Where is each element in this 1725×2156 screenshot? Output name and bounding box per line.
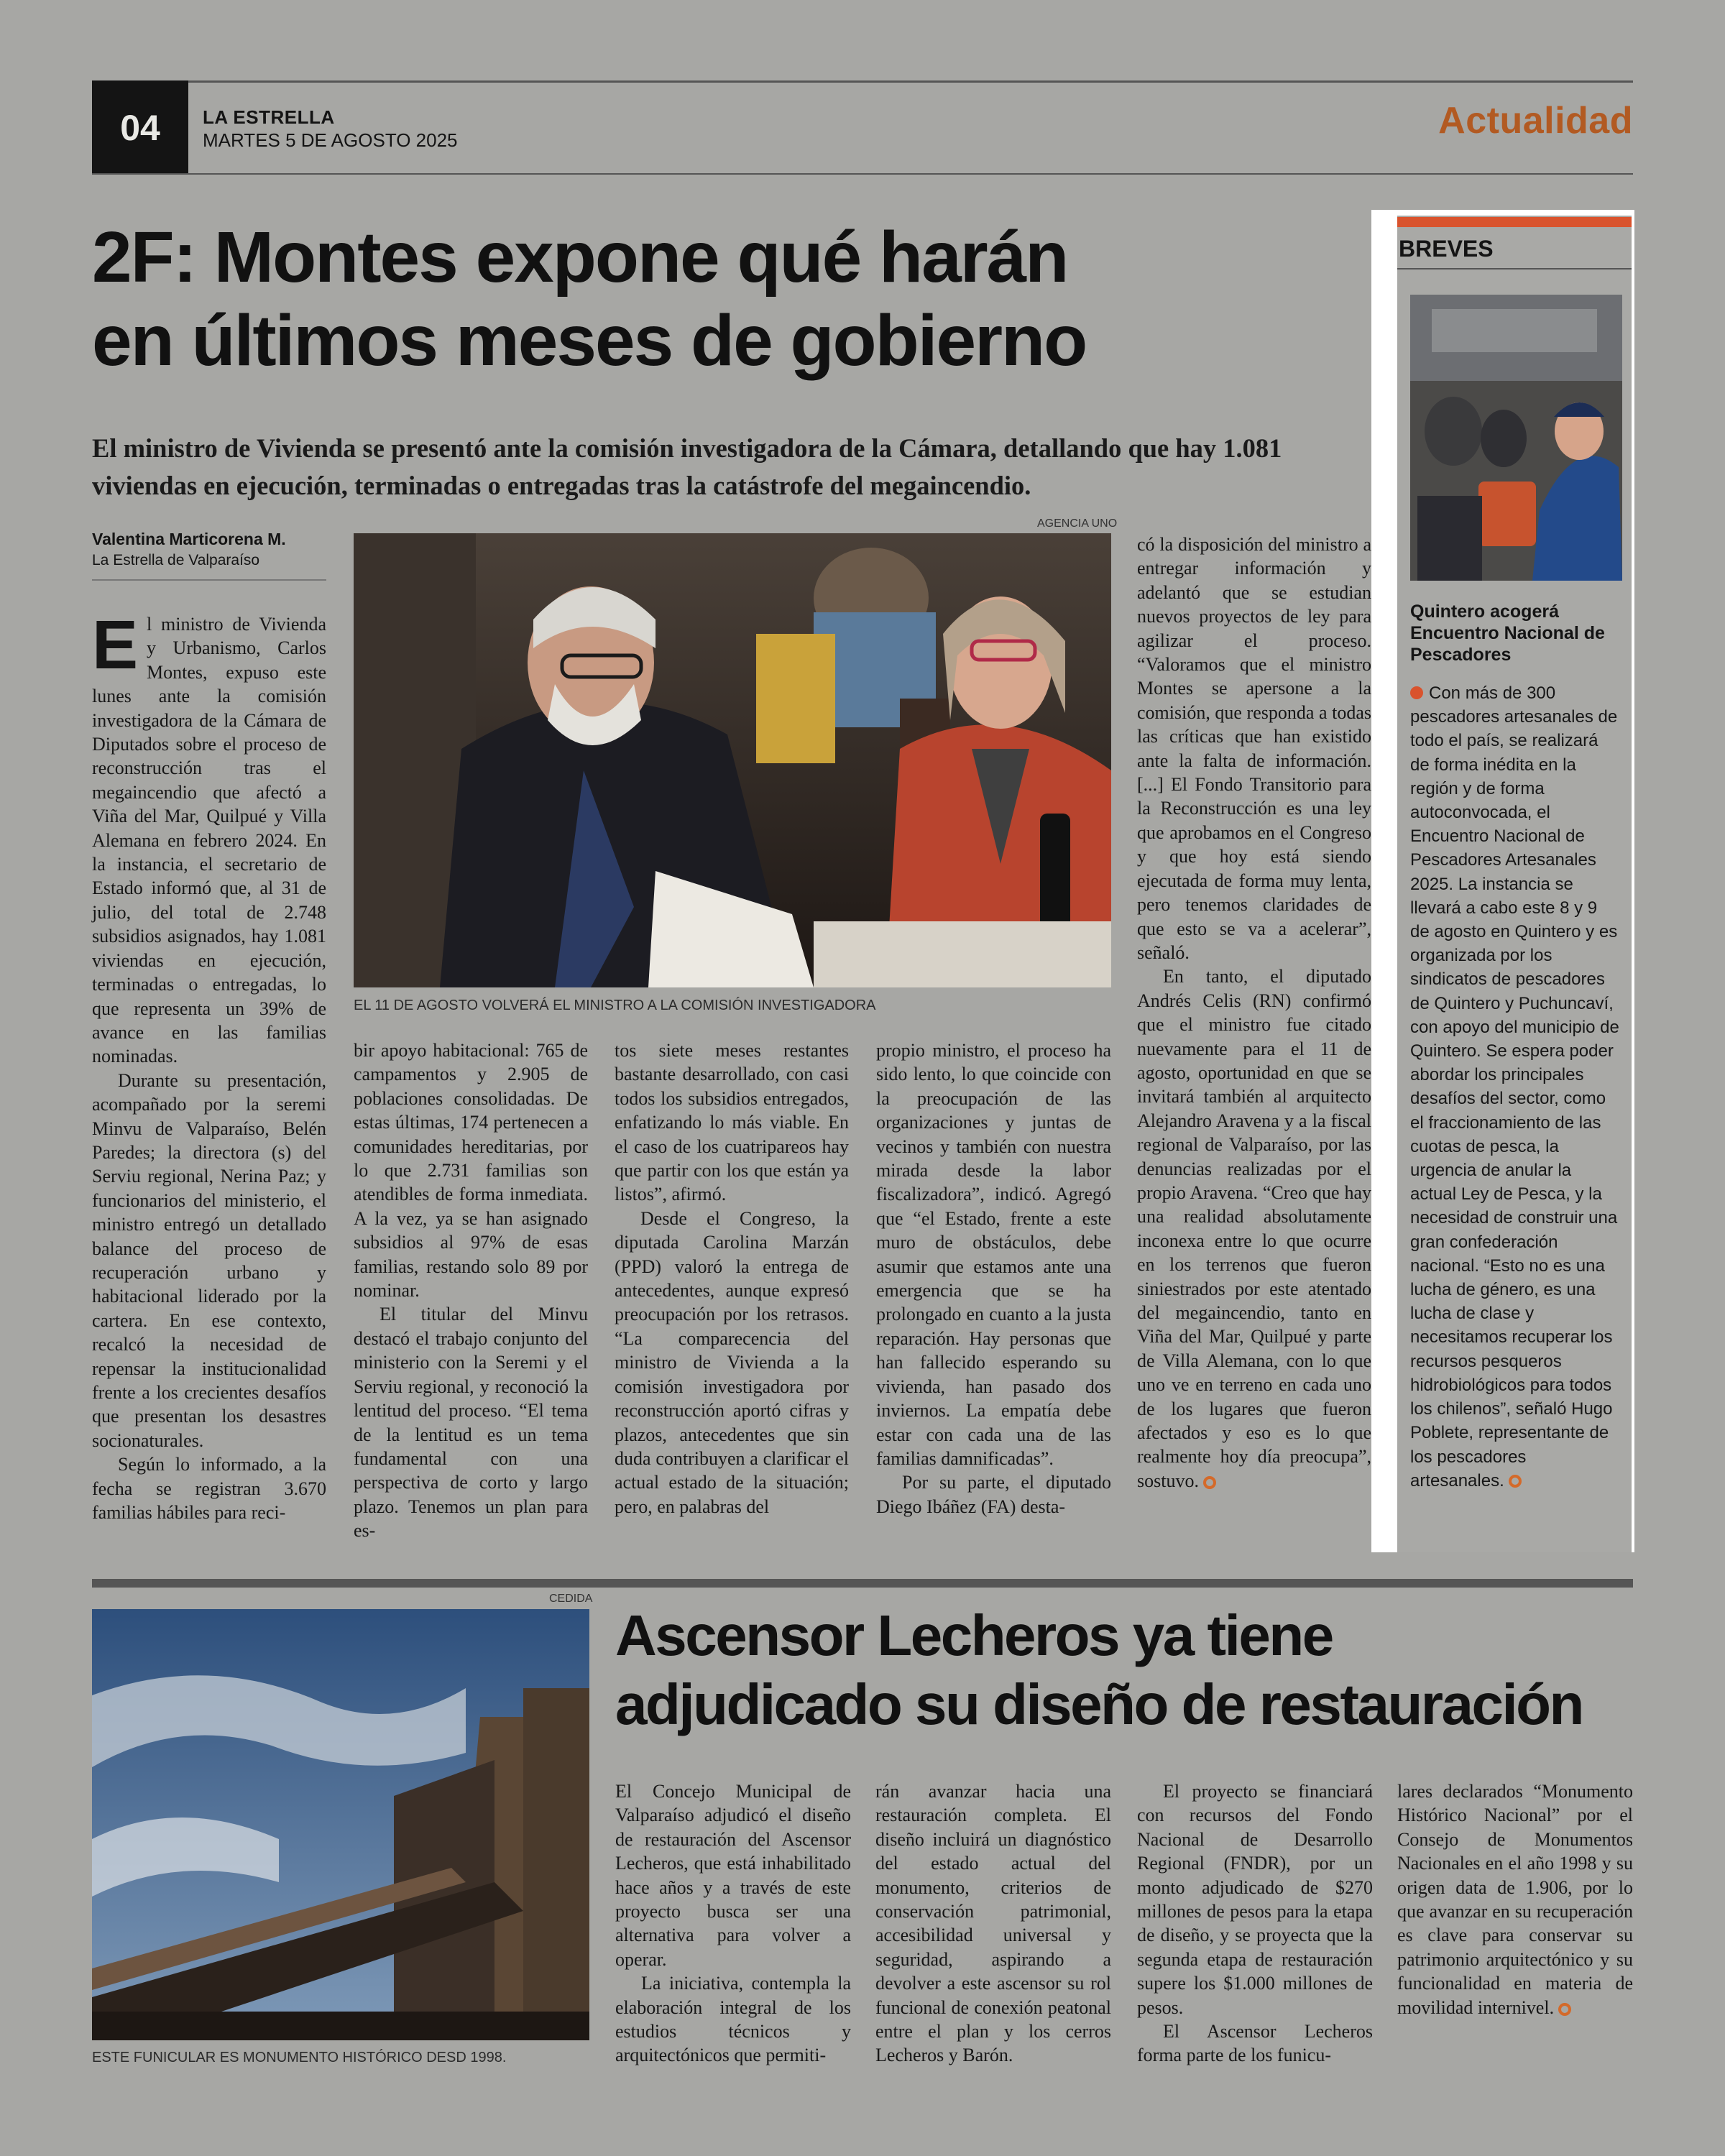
main-col1-para-1 [92,607,326,1069]
second-col4-para-1-text: lares declarados “Monumento Histórico Nacional” por el Consejo de Monumentos Nacionales en el año 1998 y su origen data de 1.906, por lo que avanzar en su recuperación es clave para conservar su patrimonio arquitectónico y su funcionalidad en materia de movilidad internivel. [1397,1781,1633,2018]
main-photo-credit: AGENCIA UNO [1037,517,1118,530]
second-headline-line-1: Ascensor Lecheros ya tiene [615,1603,1333,1667]
second-column-4 [1397,1779,1633,2019]
main-column-3 [615,1038,849,1519]
main-col3-para-2: Desde el Congreso, la diputada Carolina Marzán (PPD) valoró la entrega de antecedentes, aunque expresó preocupación por los retrasos. “La comparecencia del ministro de Vivienda a la comisión investigadora por reconstrucción aportó cifras y plazos, antecedentes que sin duda contribuyen a clarificar el actual estado de la situación; pero, en palabras del [615,1207,849,1517]
article-divider [92,1579,1633,1588]
page-number-box [92,80,188,175]
second-photo [92,1609,589,2040]
end-mark-icon [1509,1475,1522,1488]
newspaper-name: LA ESTRELLA [203,106,335,128]
second-headline-line-2: adjudicado su diseño de restauración [615,1672,1583,1736]
main-col4-para-1: propio ministro, el proceso ha sido lento, lo que coincide con la preocupación de las organizaciones y juntas de vecinos y también con nuestra mirada desde la labor fiscalizadora”, indicó. Agregó que “el Estado, frente a este muro de obstáculos, debe asumir que estamos ante una emergencia que se ha prolongado en cuanto a la justa reparación. Hay personas que han fallecido esperando su vivienda, han pasado dos inviernos. La empatía debe estar con cada una de las familias damnificadas”. [876,1040,1111,1469]
main-column-5 [1137,533,1371,1493]
second-col1-para-2: La iniciativa, contempla la elaboración integral de los estudios técnicos y arquitectónicos que permiti- [615,1973,851,2066]
second-col2-para-1: rán avanzar hacia una restauración completa. El diseño incluirá un diagnóstico del estado actual del monumento, criterios de conservación patrimonial, accesibilidad universal y seguridad, aspirando a devolver a este ascensor su rol funcional de conexión peatonal entre el plan y los cerros Lecheros y Barón. [875,1781,1111,2066]
end-mark-icon [1558,2003,1571,2016]
breves-body [1410,681,1620,1493]
second-col4-para-1 [1397,1779,1633,2019]
main-col1-para-1-text: l ministro de Vivienda y Urbanismo, Carlos Montes, expuso este lunes ante la comisión investigadora de la Cámara de Diputados sobre el proceso de reconstrucción tras el megaincendio que afectó a Viña del Mar, Quilpué y Villa Alemana en febrero 2024. En la instancia, el secretario de Estado informó que, al 31 de julio, del total de 2.748 subsidios asignados, hay 1.081 viviendas en ejecución, terminadas o entregadas, lo que representa un 39% de avance en las familias nominadas. [92,614,326,1067]
breves-body-text: Con más de 300 pescadores artesanales de todo el país, se realizará de forma inédita en la región y de forma autoconvocada, el Encuentro Nacional de Pescadores Artesanales 2025. La instancia se llevará a cabo este 8 y 9 de agosto en Quintero y es organizada por los sindicatos de pescadores de Quintero y Puchuncaví, con apoyo del municipio de Quintero. Se espera poder abordar los principales desafíos del sector, como el fraccionamiento de las cuotas de pesca, la urgencia de anular la actual Ley de Pesca, y la necesidad de construir una gran confederación nacional. “Esto no es una lucha de género, es una lucha de clase y necesitamos recuperar los recursos pesqueros hidrobiológicos para todos los chilenos”, señaló Hugo Poblete, representante de los pescadores artesanales. [1410,683,1619,1491]
second-col3-para-1: El proyecto se financiará con recursos del Fondo Nacional de Desarrollo Regional (FNDR), por un monto adjudicado de $270 millones de pesos para la etapa de diseño, y se proyecta que la segunda etapa de restauración supere los $1.000 millones de pesos. [1137,1781,1373,2018]
main-col2-para-2: El titular del Minvu destacó el trabajo conjunto del ministerio con la Seremi y el Serviu regional, y reconoció la lentitud del proceso. “El tema de la lentitud es un tema fundamental con una perspectiva de corto y largo plazo. Tenemos un plan para es- [354,1304,588,1542]
second-col3-para-2: El Ascensor Lecheros forma parte de los funicu- [1137,2021,1373,2066]
main-col3-para-1: tos siete meses restantes bastante desarrollado, con casi todos los subsidios entregados, enfatizando lo más viable. En el caso de los cuatripareos hay que partir con los que están ya listos”, afirmó. [615,1040,849,1205]
byline-rule [92,579,326,581]
breves-rule [1397,268,1632,270]
second-photo-image [92,1609,589,2040]
breves-accent-bar [1397,217,1632,227]
main-headline-line-2: en últimos meses de gobierno [92,300,1087,381]
main-col5-para-1: có la disposición del ministro a entregar información y adelantó que se estudian nuevos proyectos de ley para agilizar el proceso. “Valoramos que el ministro Montes se apersone a la comisión, que responda a todas las críticas que han existido ante la falta de información. [...] El Fondo Transitorio para la Reconstrucción es una ley que aprobamos en el Congreso y que hoy está siendo ejecutada de forma muy lenta, pero tenemos claridades de que esto se va a acelerar”, señaló. [1137,534,1371,963]
main-deck: El ministro de Vivienda se presentó ante la comisión investigadora de la Cámara, detallando que hay 1.081 viviendas en ejecución, terminadas o entregadas tras la catástrofe del megaincendio. [92,433,1282,500]
issue-date: MARTES 5 DE AGOSTO 2025 [203,129,458,151]
main-col1-para-3: Según lo informado, a la fecha se registran 3.670 familias hábiles para reci- [92,1454,326,1524]
main-column-1 [92,607,326,1524]
main-photo-image [354,533,1111,987]
author-name: Valentina Marticorena M. [92,530,286,548]
header-top-rule [92,80,1633,83]
main-column-2 [354,1038,588,1543]
breves-photo-image [1410,295,1622,581]
second-column-3 [1137,1779,1373,2068]
main-column-4 [876,1038,1111,1519]
main-col4-para-2: Por su parte, el diputado Diego Ibáñez (FA) desta- [876,1472,1111,1517]
drop-cap: E [92,607,139,683]
main-col5-para-2-text: En tanto, el diputado Andrés Celis (RN) confirmó que el ministro fue citado nuevamente para el 11 de agosto, oportunidad en que se invitará también al arquitecto Alejandro Aravena y a la fiscal regional de Valparaíso, por las denuncias realizadas por el propio Aravena. “Creo que hay una realidad absolutamente inconexa entre lo que ocurre en los terrenos que fueron siniestrados por este atentado del megaincendio, tanto en Viña del Mar, Quilpué y parte de Villa Alemana, con lo que uno ve en terreno en cada uno de los lugares que fueron afectados y eso es lo que realmente hoy día preocupa”, sostuvo. [1137,966,1371,1491]
main-col2-para-1: bir apoyo habitacional: 765 de campamentos y 2.905 de poblaciones consolidadas. De estas últimas, 174 pertenecen a comunidades hereditarias, por lo que 2.731 familias son atendibles de forma inmediata. A la vez, ya se han asignado subsidios al 97% de esas familias, restando solo 89 por nominar. [354,1040,588,1302]
second-photo-credit: CEDIDA [549,1593,593,1605]
second-column-2 [875,1779,1111,2068]
second-photo-caption: ESTE FUNICULAR ES MONUMENTO HISTÓRICO DESD 1998. [92,2050,507,2065]
main-headline [92,216,1343,382]
second-headline [615,1601,1636,1739]
header-bottom-rule [92,173,1633,175]
main-photo [354,533,1111,987]
end-mark-icon [1203,1476,1216,1489]
main-col5-para-2 [1137,964,1371,1493]
main-headline-line-1: 2F: Montes expone qué harán [92,217,1068,298]
main-photo-caption: EL 11 DE AGOSTO VOLVERÁ EL MINISTRO A LA COMISIÓN INVESTIGADORA [354,998,876,1013]
page-number: 04 [120,107,160,148]
second-column-1 [615,1779,851,2068]
breves-photo [1410,295,1622,581]
second-col1-para-1: El Concejo Municipal de Valparaíso adjudicó el diseño de restauración del Ascensor Lecheros, que está inhabilitado hace años y a través de este proyecto busca ser una alternativa para volver a operar. [615,1781,851,1970]
breves-headline: Quintero acogerá Encuentro Nacional de Pescadores [1410,602,1605,665]
section-label: Actualidad [1438,100,1633,142]
author-publication: La Estrella de Valparaíso [92,552,260,568]
main-col1-para-2: Durante su presentación, acompañado por la seremi Minvu de Valparaíso, Belén Paredes; la directora (s) del Serviu regional, Nerina Paz; y funcionarios del ministerio, el ministro entregó un detallado balance del proceso de recuperación urbano y habitacional liderado por la cartera. En ese contexto, recalcó la necesidad de repensar la institucionalidad frente a los crecientes desafíos que presentan los desastres socionaturales. [92,1069,326,1451]
breves-label: BREVES [1399,236,1494,262]
bullet-icon [1410,686,1423,699]
